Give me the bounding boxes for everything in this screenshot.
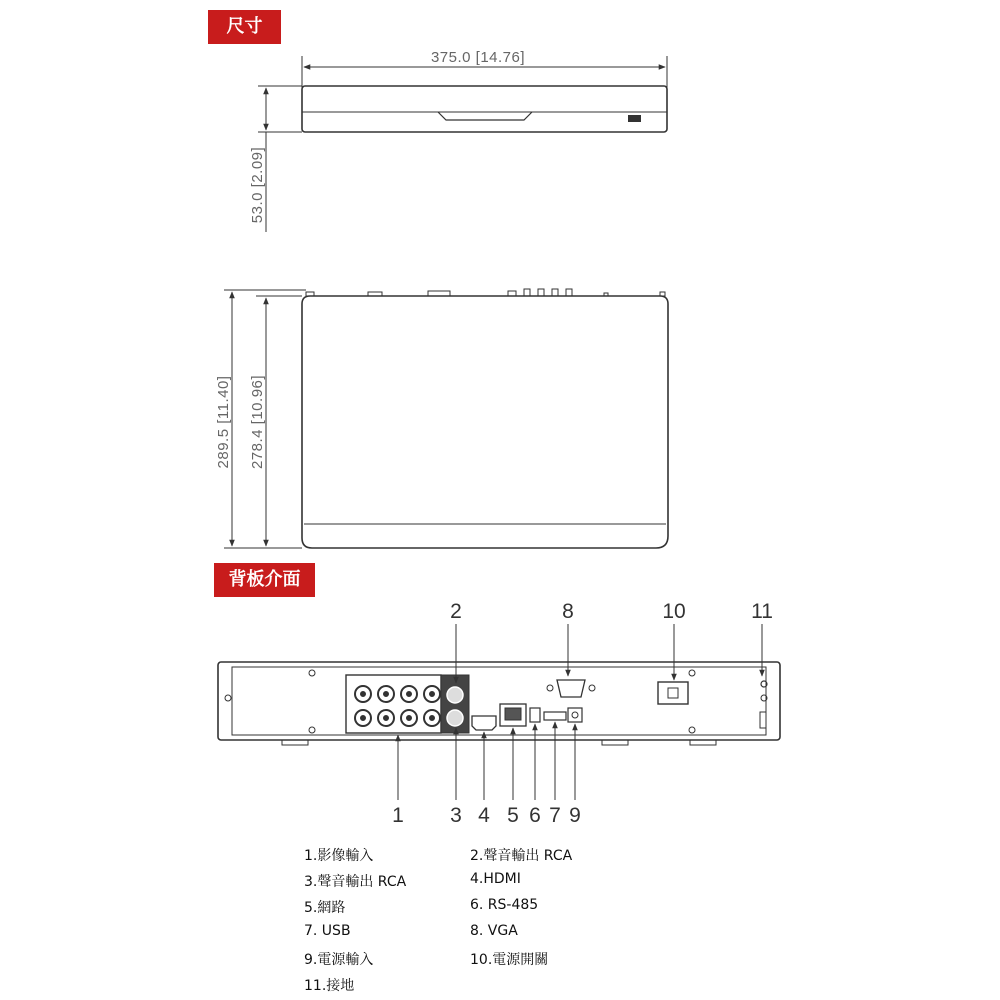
legend-item-5: 5.網路 xyxy=(304,900,346,916)
rear-panel-section-title: 背板介面 xyxy=(214,563,315,597)
legend-item-1: 1.影像輸入 xyxy=(304,848,374,864)
callout-7: 7 xyxy=(549,804,561,827)
callout-1: 1 xyxy=(392,804,404,827)
legend-item-3: 3.聲音輸出 RCA xyxy=(304,874,407,890)
legend-item-10: 10.電源開關 xyxy=(470,952,549,968)
legend-item-7: 7. USB xyxy=(304,923,351,939)
callout-2: 2 xyxy=(450,600,462,623)
callout-9: 9 xyxy=(569,804,581,827)
height-dimension-label: 53.0 [2.09] xyxy=(249,146,266,224)
width-dimension-label: 375.0 [14.76] xyxy=(430,49,526,66)
legend-item-6: 6. RS-485 xyxy=(470,897,539,913)
callout-6: 6 xyxy=(529,804,541,827)
legend-item-2: 2.聲音輸出 RCA xyxy=(470,848,573,864)
depth-inner-dimension-label: 278.4 [10.96] xyxy=(249,374,266,470)
rear-ports xyxy=(472,680,767,730)
legend-item-4: 4.HDMI xyxy=(470,871,521,887)
depth-outer-dimension-label: 289.5 [11.40] xyxy=(215,375,232,469)
callout-8: 8 xyxy=(562,600,574,623)
callout-11: 11 xyxy=(751,600,773,623)
callout-3: 3 xyxy=(450,804,462,827)
legend-item-8: 8. VGA xyxy=(470,923,518,939)
callout-5: 5 xyxy=(507,804,519,827)
legend-item-11: 11.接地 xyxy=(304,978,355,994)
top-view xyxy=(224,289,668,548)
bnc-video-inputs xyxy=(355,686,440,726)
rear-panel-view xyxy=(218,662,780,745)
callout-4: 4 xyxy=(478,804,490,827)
front-view xyxy=(258,56,667,232)
callout-10: 10 xyxy=(662,600,686,623)
legend-item-9: 9.電源輸入 xyxy=(304,952,374,968)
dimensions-section-title: 尺寸 xyxy=(208,10,281,44)
